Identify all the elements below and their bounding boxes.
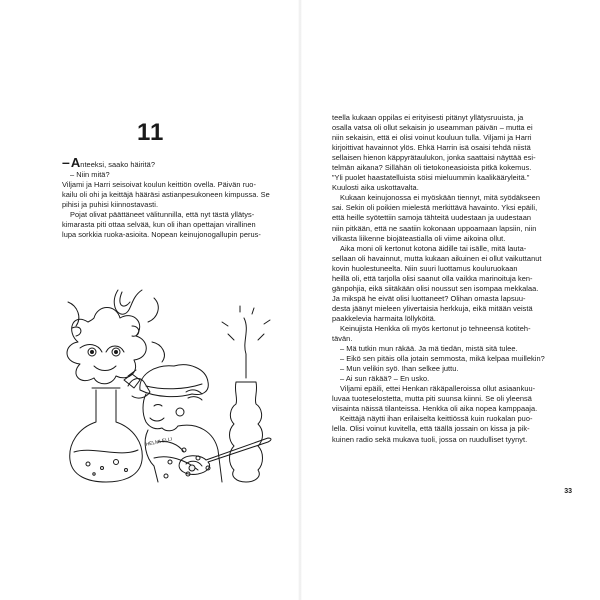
text-line: kimarasta piti ottaa selvää, kun oli ihan opettajan virallinen — [62, 220, 256, 230]
text-line: paakkelevia harmaita löllyköitä. — [332, 313, 436, 323]
text-line: viisainta näissä tilanteissa. Henkka oli aika nopea kamppaaja. — [332, 404, 538, 414]
flask-drawing — [70, 388, 143, 482]
text-line: Kuulosti aika uskottavalta. — [332, 183, 419, 193]
text-line: Keinujista Henkka oli myös kertonut jo tehneensä kotiteh- — [340, 323, 531, 333]
text-line: telmän aikana? Sillähän oli tietokoneasioista pitkä kokemus. — [332, 163, 532, 173]
text-line: kuinen radio sekä mukava tuoli, jossa on ruudulliset tyynyt. — [332, 434, 528, 444]
text-line: Keittäjä näytti ihan erilaiselta keittiössä kuin ruokalan puo- — [340, 414, 533, 424]
paragraph — [62, 210, 278, 240]
text-line: että heille syötettiin samoja tähteitä uudestaan ja uudestaan — [332, 213, 532, 223]
text-line: pihisi ja puhisi kiinnostavasti. — [62, 200, 159, 210]
text-line: Kukaan keinujonossa ei myöskään tiennyt, mitä syödäkseen — [340, 193, 540, 203]
text-line: heillä oli, että tarjolla olisi saanut olla vaikka marinoituja ken- — [332, 273, 533, 283]
text-line: – Ai sun räkää? – En usko. — [340, 374, 430, 384]
text-line: – Niin mitä? — [70, 170, 110, 180]
right-page — [300, 0, 600, 600]
text-line: Viljami ja Harri seisoivat koulun keittiön ovella. Päivän ruo- — [62, 180, 256, 190]
drop-cap: A — [70, 155, 81, 170]
text-line: Aika moni oli kertonut kotona äidille tai isälle, mitä lauta- — [340, 243, 527, 253]
text-line: – Eikö sen pitäis olla jotain semmosta, mikä kelpaa muillekin? — [340, 354, 545, 364]
text-line: vilkasta liikenne biojäteastialla oli viime aikoina ollut. — [332, 233, 506, 243]
text-line: ”Yli puolet haastatelluista söisi mieluummin kaalikääryleitä.” — [332, 173, 530, 183]
text-line: niin pitkään, että ne saatiin kokonaan uppoamaan lapsiin, niin — [332, 223, 537, 233]
paragraph — [62, 154, 278, 180]
text-line: desta jäänyt mieleen ylivertaisia herkkuja, eikä mitään veistä — [332, 303, 533, 313]
text-line: Viljami epäili, ettei Henkan räkäpalleroissa ollut asiaankuu- — [340, 384, 536, 394]
chapter-number: 11 — [137, 119, 165, 146]
text-line: sellaisen hienon käppyrätaulukon, jonka saattaisi näyttää esi- — [332, 153, 536, 163]
cook-drawing — [124, 365, 222, 482]
page-number: 33 — [564, 488, 572, 495]
right-page-text — [332, 113, 545, 445]
text-line: teella kukaan oppilas ei erityisesti pitänyt yllätysruuista, ja — [332, 113, 524, 122]
text-line: – Mun velikin syö. Ihan selkee juttu. — [340, 364, 459, 374]
text-line: kirjoittivat havainnot ylös. Ehkä Harrin isä osaisi tehdä niistä — [332, 143, 531, 153]
text-line: tävän. — [332, 334, 353, 344]
text-line: –Anteeksi, saako häiritä? — [62, 154, 155, 170]
cook-illustration — [58, 282, 282, 492]
text-line: – Mä tutkin mun räkää. Ja mä tiedän, mistä sitä tulee. — [340, 344, 518, 354]
text-line: niin sekaisin, että ei olisi voinut kouluun tulla. Viljami ja Harri — [332, 133, 532, 143]
dialogue-dash: – — [62, 154, 70, 170]
text-line: Ja mikspä he eivät olisi luottaneet? Olihan omasta lapsuu- — [332, 293, 526, 303]
text-line: gänpohjia, eikä siitäkään olisi noussut sen isompaa mekkalaa. — [332, 283, 539, 293]
text-line: sai. Sekin oli poikien mielestä merkittävä havainto. Yksi epäili, — [332, 203, 538, 213]
steam-creature-drawing — [67, 290, 164, 384]
apron-label: HELMI ELLI — [145, 436, 173, 448]
text-line: luvaa tuoteselostetta, mutta piti suunsa kiinni. Se oli yleensä — [332, 394, 532, 404]
text-line: kovin huolestuneelta. Niin suuri luottamus kouluruokaan — [332, 263, 518, 273]
text-line: lupa sorkkia ruoka-asioita. Nopean keinujonogallupin perus- — [62, 230, 261, 240]
text-line: sellaan oli havainnut, mutta kukaan aikuinen ei ollut vaikuttanut — [332, 253, 542, 263]
left-page-text — [62, 154, 278, 240]
text-line: kailu oli ohi ja keittäjä hääräsi astianpesukoneen kimpussa. Se — [62, 190, 270, 200]
text-line: osalla vatsa oli ollut sekaisin jo useamman päivän – mutta ei — [332, 123, 533, 133]
bottle-drawing — [222, 306, 270, 482]
text-line: lella. Olisi voinut kuvitella, että täällä jossain on kissa ja pik- — [332, 424, 530, 434]
spoon-drawing — [179, 438, 271, 474]
paragraph — [62, 180, 278, 210]
text-line: Pojat olivat päättäneet välitunnilla, että nyt tästä yllätys- — [70, 210, 255, 220]
